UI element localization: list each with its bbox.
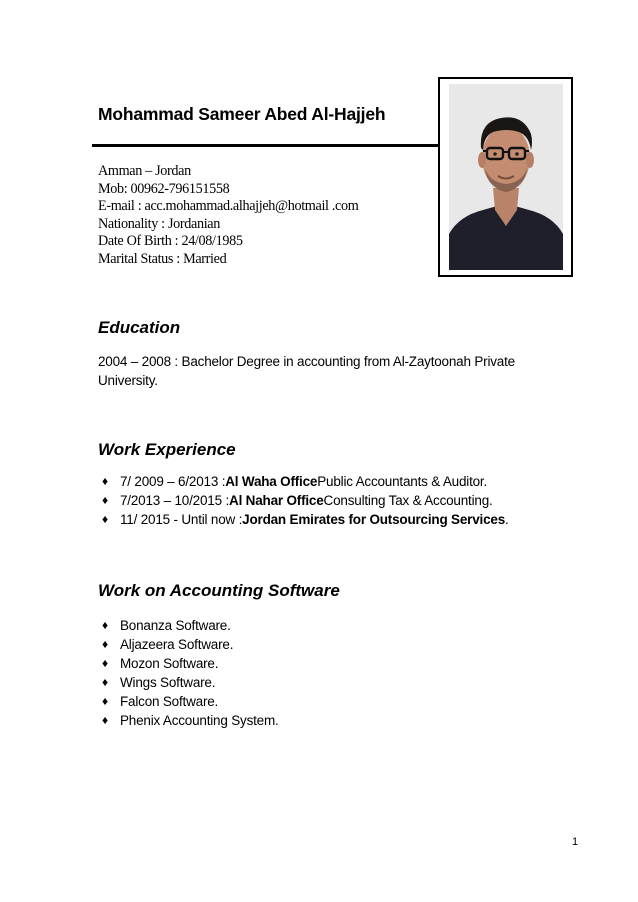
diamond-bullet-icon: ♦ xyxy=(102,694,108,708)
work-company: Al Waha Office xyxy=(225,474,318,489)
work-role: . xyxy=(505,512,509,527)
list-item xyxy=(102,491,509,510)
work-company: Jordan Emirates for Outsourcing Services xyxy=(242,512,506,527)
diamond-bullet-icon: ♦ xyxy=(102,675,108,689)
contact-marital-status: Marital Status : Married xyxy=(98,250,227,267)
resume-name: Mohammad Sameer Abed Al-Hajjeh xyxy=(98,104,386,124)
header-rule xyxy=(92,144,439,147)
software-name: Mozon Software. xyxy=(120,656,219,671)
work-period: 11/ 2015 - Until now : xyxy=(120,512,243,527)
work-period: 7/2013 – 10/2015 : xyxy=(120,493,230,508)
diamond-bullet-icon: ♦ xyxy=(102,618,108,632)
list-item xyxy=(102,472,509,491)
diamond-bullet-icon: ♦ xyxy=(102,474,108,488)
list-item xyxy=(102,635,279,654)
contact-nationality: Nationality : Jordanian xyxy=(98,215,220,232)
diamond-bullet-icon: ♦ xyxy=(102,493,108,507)
software-name: Wings Software. xyxy=(120,675,216,690)
list-item xyxy=(102,711,279,730)
diamond-bullet-icon: ♦ xyxy=(102,512,108,526)
work-period: 7/ 2009 – 6/2013 : xyxy=(120,474,226,489)
diamond-bullet-icon: ♦ xyxy=(102,713,108,727)
profile-photo-frame xyxy=(438,77,573,277)
work-role: Public Accountants & Auditor. xyxy=(317,474,488,489)
work-role: Consulting Tax & Accounting. xyxy=(323,493,493,508)
education-heading: Education xyxy=(98,318,181,337)
contact-details xyxy=(98,163,358,269)
work-experience-heading: Work Experience xyxy=(98,440,236,459)
work-company: Al Nahar Office xyxy=(229,493,324,508)
software-list xyxy=(102,616,279,730)
education-line: University. xyxy=(98,373,158,388)
diamond-bullet-icon: ♦ xyxy=(102,637,108,651)
contact-mobile: Mob: 00962-796151558 xyxy=(98,180,230,197)
software-name: Phenix Accounting System. xyxy=(120,713,279,728)
education-line: 2004 – 2008 : Bachelor Degree in accounting from Al-Zaytoonah Private xyxy=(98,354,515,369)
list-item xyxy=(102,692,279,711)
list-item xyxy=(102,510,509,529)
profile-photo xyxy=(449,84,563,270)
list-item xyxy=(102,673,279,692)
work-experience-list xyxy=(102,472,509,529)
list-item xyxy=(102,654,279,673)
contact-address: Amman – Jordan xyxy=(98,163,191,179)
list-item xyxy=(102,616,279,635)
page-number: 1 xyxy=(572,836,579,848)
diamond-bullet-icon: ♦ xyxy=(102,656,108,670)
person-portrait-icon xyxy=(449,84,563,270)
software-name: Falcon Software. xyxy=(120,694,219,709)
education-entry xyxy=(98,352,578,390)
contact-email: E-mail : acc.mohammad.alhajjeh@hotmail .com xyxy=(98,198,359,215)
software-name: Bonanza Software. xyxy=(120,618,231,633)
software-heading: Work on Accounting Software xyxy=(98,581,340,600)
software-name: Aljazeera Software. xyxy=(120,637,234,652)
contact-birth-date: Date Of Birth : 24/08/1985 xyxy=(98,233,243,250)
